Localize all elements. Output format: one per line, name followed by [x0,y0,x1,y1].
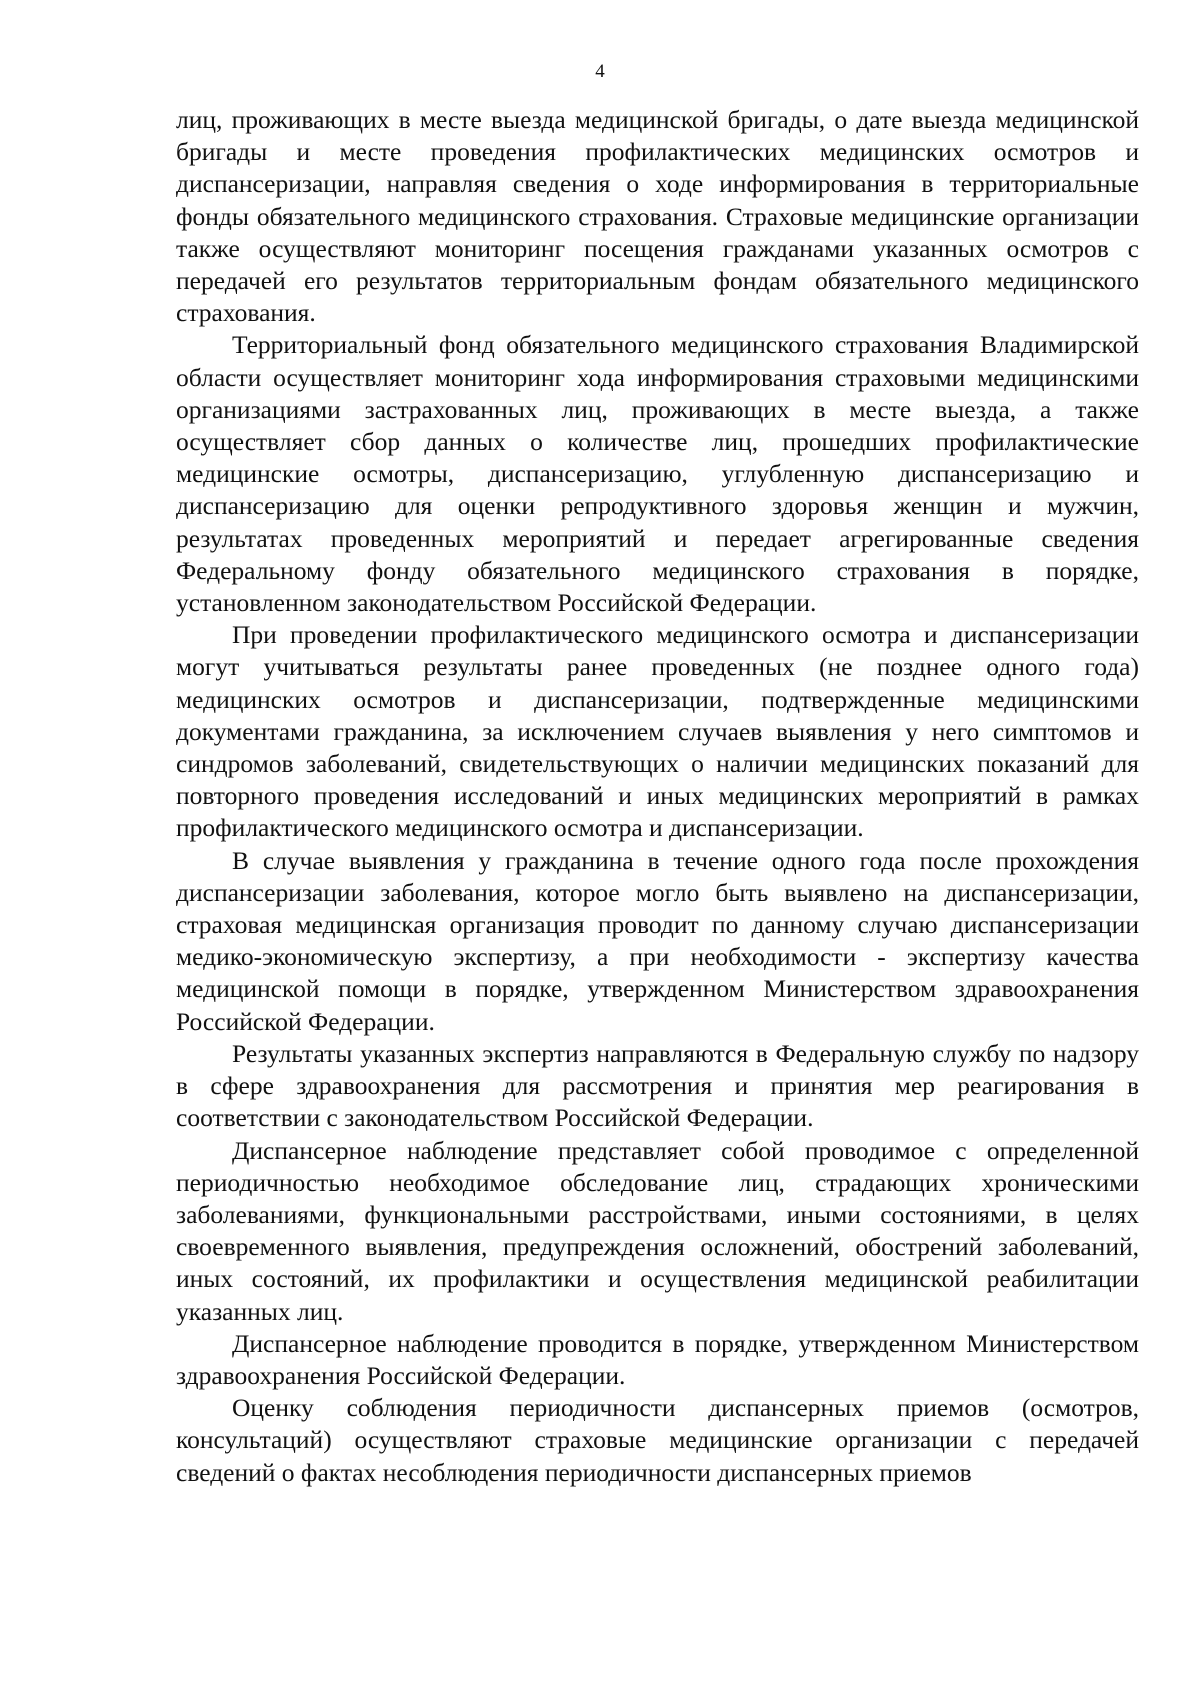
paragraph: Территориальный фонд обязательного медицинского страхования Владимирской области осуществляет мониторинг хода информирования страховыми медицинскими организациями застрахованных лиц, проживающих в месте выезда, а также осуществляет сбор данных о количестве лиц, прошедших профилактические медицинские осмотры, диспансеризацию, углубленную диспансеризацию и диспансеризацию для оценки репродуктивного здоровья женщин и мужчин, результатах проведенных мероприятий и передает агрегированные сведения Федеральному фонду обязательного медицинского страхования в порядке, установленном законодательством Российской Федерации. [176,330,1139,618]
paragraph: Диспансерное наблюдение проводится в порядке, утвержденном Министерством здравоохранения Российской Федерации. [176,1328,1139,1390]
paragraph: Диспансерное наблюдение представляет собой проводимое с определенной периодичностью необходимое обследование лиц, страдающих хроническими заболеваниями, функциональными расстройствами, иными состояниями, в целях своевременного выявления, предупреждения осложнений, обострений заболеваний, иных состояний, их профилактики и осуществления медицинской реабилитации указанных лиц. [176,1135,1139,1326]
document-body [176,104,1139,1489]
paragraph: При проведении профилактического медицинского осмотра и диспансеризации могут учитываться результаты ранее проведенных (не позднее одного года) медицинских осмотров и диспансеризации, подтвержденные медицинскими документами гражданина, за исключением случаев выявления у него симптомов и синдромов заболеваний, свидетельствующих о наличии медицинских показаний для повторного проведения исследований и иных медицинских мероприятий в рамках профилактического медицинского осмотра и диспансеризации. [176,620,1139,843]
paragraph: Оценку соблюдения периодичности диспансерных приемов (осмотров, консультаций) осуществляют страховые медицинские организации с передачей сведений о фактах несоблюдения периодичности диспансерных приемов [176,1393,1139,1487]
paragraph: В случае выявления у гражданина в течение одного года после прохождения диспансеризации заболевания, которое могло быть выявлено на диспансеризации, страховая медицинская организация проводит по данному случаю диспансеризации медико-экономическую экспертизу, а при необходимости - экспертизу качества медицинской помощи в порядке, утвержденном Министерством здравоохранения Российской Федерации. [176,845,1139,1036]
paragraph: Результаты указанных экспертиз направляются в Федеральную службу по надзору в сфере здравоохранения для рассмотрения и принятия мер реагирования в соответствии с законодательством Российской Федерации. [176,1038,1139,1133]
page-number: 4 [595,61,605,82]
paragraph: лиц, проживающих в месте выезда медицинской бригады, о дате выезда медицинской бригады и месте проведения профилактических медицинских осмотров и диспансеризации, направляя сведения о ходе информирования в территориальные фонды обязательного медицинского страхования. Страховые медицинские организации также осуществляют мониторинг посещения гражданами указанных осмотров с передачей его результатов территориальным фондам обязательного медицинского страхования. [176,105,1139,328]
